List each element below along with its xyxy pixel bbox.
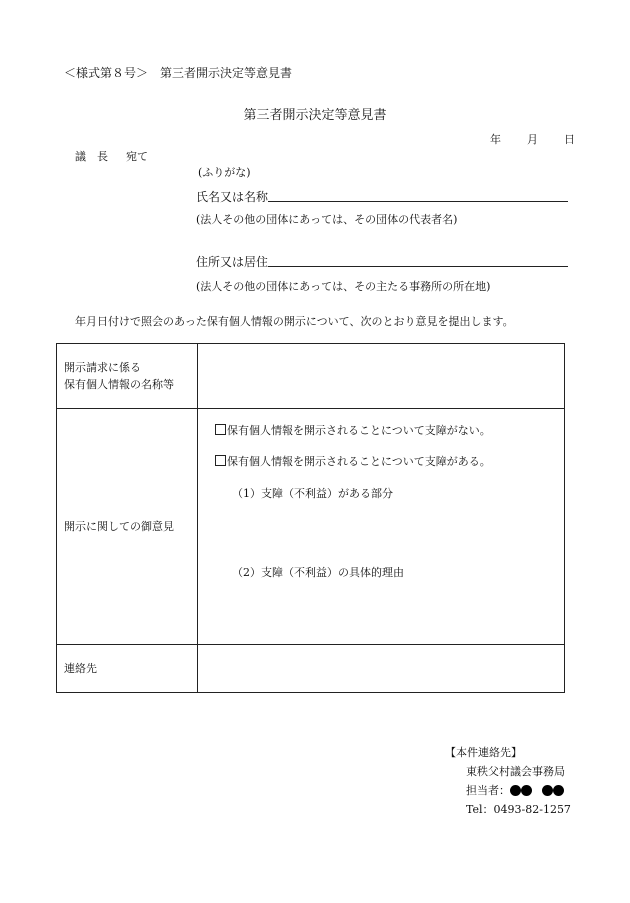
redaction-dot (510, 785, 521, 796)
info-name-label-line1: 開示請求に係る (64, 361, 141, 374)
date-month: 月 (527, 133, 538, 146)
form-header-title: 第三者開示決定等意見書 (160, 66, 293, 80)
opinion-field[interactable] (198, 409, 565, 645)
table-row-contact (57, 645, 565, 693)
page-title: 第三者開示決定等意見書 (243, 108, 387, 123)
info-name-field[interactable] (198, 344, 565, 409)
name-label: 氏名又は名称 (196, 190, 269, 204)
contact-label: 連絡先 (57, 645, 198, 693)
contact-tel-label: Tel： (466, 803, 494, 816)
addressee-name: 議 長 (75, 150, 108, 163)
contact-field[interactable] (198, 645, 565, 693)
redaction-dot (521, 785, 532, 796)
table-row-info-name (57, 344, 565, 409)
contact-tel-number: 0493-82-1257 (493, 803, 571, 816)
form-number-header (64, 64, 292, 81)
option-no-issue-label: 保有個人情報を開示されることについて支障がない。 (227, 424, 491, 437)
contact-office: 東秩父村議会事務局 (466, 765, 565, 778)
redaction-dot (553, 785, 564, 796)
checkbox-has-issue[interactable] (215, 455, 226, 466)
option-has-issue-label: 保有個人情報を開示されることについて支障がある。 (227, 455, 491, 468)
intro-text: 年月日付けで照会のあった保有個人情報の開示について、次のとおり意見を提出します。 (75, 315, 514, 328)
table-row-opinion (57, 409, 565, 645)
name-note: (法人その他の団体にあっては、その団体の代表者名) (196, 213, 458, 226)
info-name-label-line2: 保有個人情報の名称等 (64, 378, 174, 391)
opinion-label: 開示に関しての御意見 (57, 409, 198, 645)
furigana-label: (ふりがな) (198, 166, 251, 179)
option-no-issue[interactable] (215, 422, 491, 438)
checkbox-no-issue[interactable] (215, 424, 226, 435)
address-label: 住所又は居住 (196, 255, 269, 269)
date-line (490, 131, 575, 147)
sub-item-affected-part: （1）支障（不利益）がある部分 (232, 487, 393, 500)
address-field-line[interactable] (268, 266, 568, 267)
redaction-dot (542, 785, 553, 796)
contact-tel (466, 801, 571, 817)
option-has-issue[interactable] (215, 453, 491, 469)
date-day: 日 (564, 133, 575, 146)
addressee-suffix: 宛て (126, 150, 148, 163)
contact-heading: 【本件連絡先】 (445, 746, 522, 759)
form-number: ＜様式第８号＞ (64, 66, 149, 80)
date-year: 年 (490, 133, 501, 146)
name-field-line[interactable] (268, 201, 568, 202)
addressee (75, 148, 148, 164)
info-name-label (57, 344, 198, 409)
sub-item-reason: （2）支障（不利益）の具体的理由 (232, 566, 404, 579)
opinion-table (56, 343, 565, 693)
contact-person (466, 782, 564, 798)
contact-person-label: 担当者： (466, 784, 510, 797)
address-note: (法人その他の団体にあっては、その主たる事務所の所在地) (196, 280, 491, 293)
